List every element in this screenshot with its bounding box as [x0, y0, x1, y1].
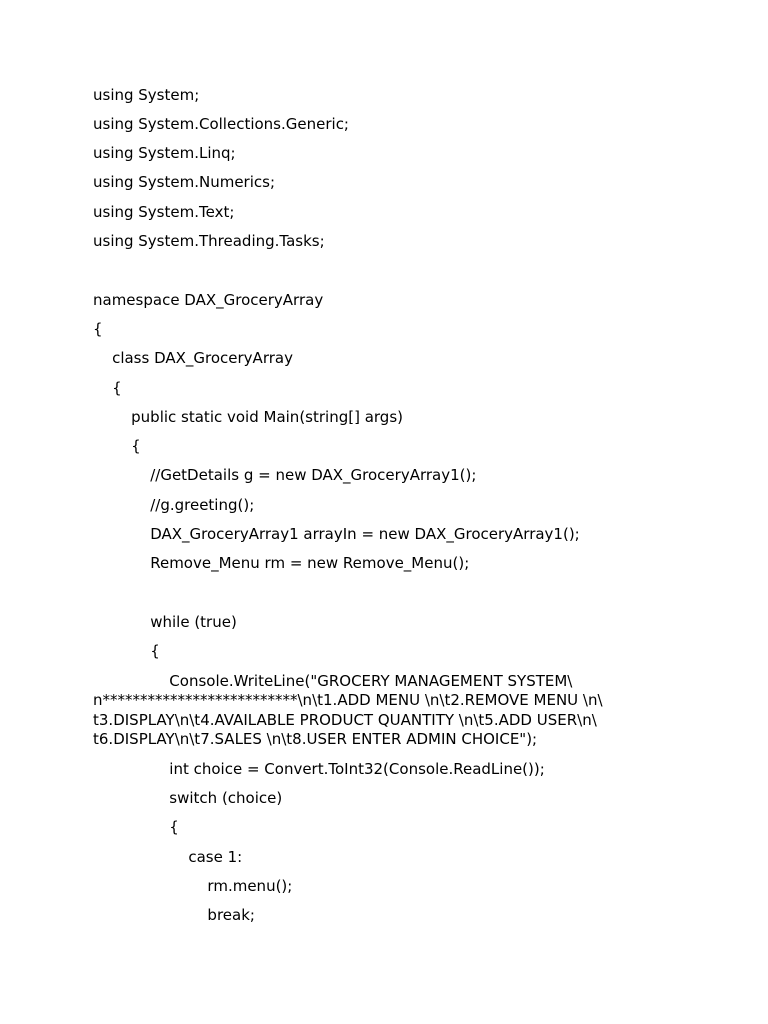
code-line: DAX_GroceryArray1 arrayIn = new DAX_GroceryArray1(); — [93, 525, 580, 543]
code-line: using System.Numerics; — [93, 173, 276, 191]
code-line: t3.DISPLAY\n\t4.AVAILABLE PRODUCT QUANTITY \n\t5.ADD USER\n\ — [93, 711, 597, 729]
code-line: using System.Threading.Tasks; — [93, 232, 325, 250]
code-line: while (true) — [93, 613, 237, 631]
code-line: namespace DAX_GroceryArray — [93, 291, 324, 309]
code-line: { — [93, 379, 122, 397]
code-line: { — [93, 818, 179, 836]
code-line: Remove_Menu rm = new Remove_Menu(); — [93, 554, 470, 572]
code-line: using System.Collections.Generic; — [93, 115, 349, 133]
code-line: break; — [93, 906, 255, 924]
code-line: using System.Text; — [93, 203, 235, 221]
code-line: using System; — [93, 86, 200, 104]
code-line: using System.Linq; — [93, 144, 236, 162]
code-line: { — [93, 437, 141, 455]
code-line: case 1: — [93, 848, 243, 866]
code-line: int choice = Convert.ToInt32(Console.ReadLine()); — [93, 760, 545, 778]
code-line: rm.menu(); — [93, 877, 293, 895]
code-line: Console.WriteLine("GROCERY MANAGEMENT SYSTEM\ — [93, 672, 573, 690]
code-line: { — [93, 642, 160, 660]
code-line: class DAX_GroceryArray — [93, 349, 293, 367]
code-line: n**************************\n\t1.ADD MENU \n\t2.REMOVE MENU \n\ — [93, 691, 603, 709]
code-line: { — [93, 320, 103, 338]
code-line: public static void Main(string[] args) — [93, 408, 403, 426]
code-line: t6.DISPLAY\n\t7.SALES \n\t8.USER ENTER ADMIN CHOICE"); — [93, 730, 538, 748]
code-line: //GetDetails g = new DAX_GroceryArray1(); — [93, 466, 477, 484]
code-line: switch (choice) — [93, 789, 283, 807]
code-line: //g.greeting(); — [93, 496, 255, 514]
